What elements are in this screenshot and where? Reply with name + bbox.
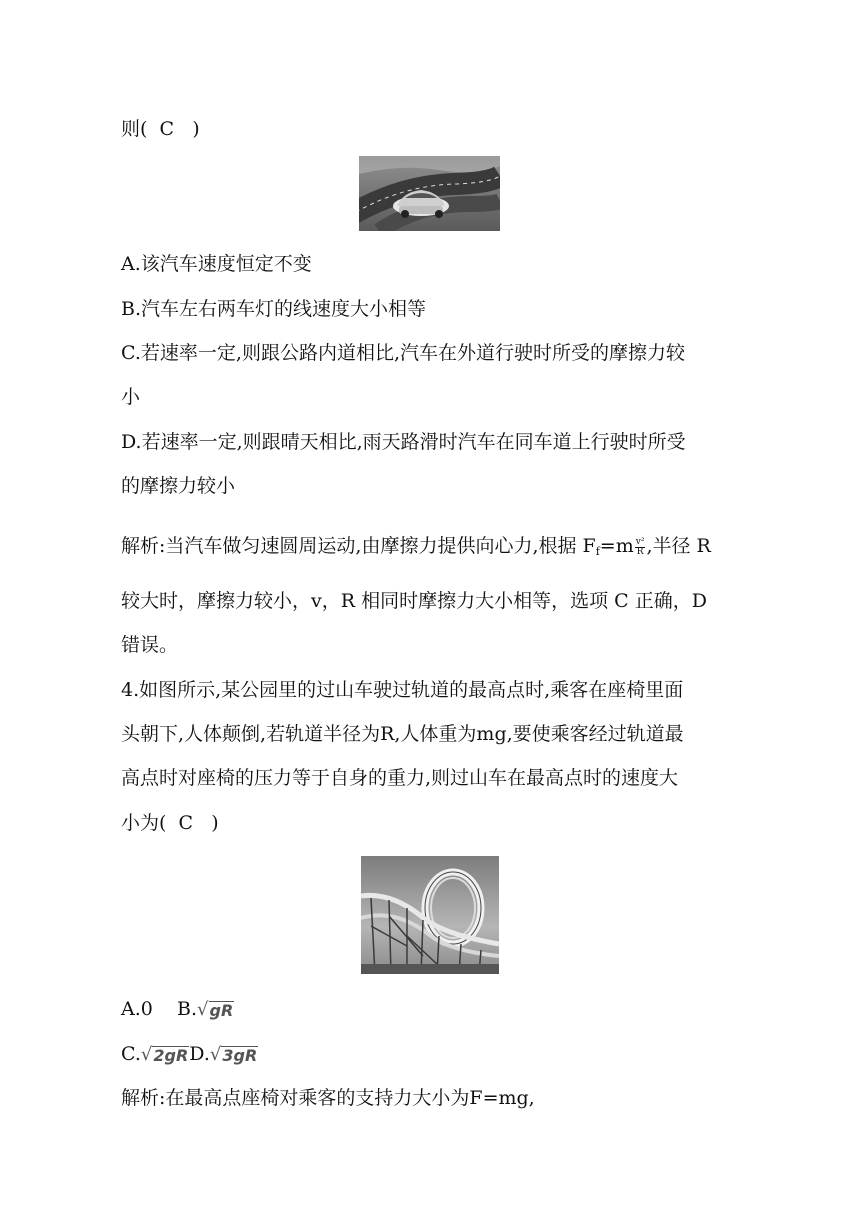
q3-option-b: B.汽车左右两车灯的线速度大小相等 bbox=[121, 298, 427, 320]
q3-option-c-line2: 小 bbox=[121, 386, 141, 408]
roller-coaster-loop-image bbox=[361, 856, 499, 974]
q4-option-c-d: C. √ 2gR D. √ 3gR bbox=[121, 1043, 258, 1065]
car-on-curved-road-image bbox=[359, 156, 500, 231]
q3-analysis-line2: 较大时，摩擦力较小，v，R 相同时摩擦力大小相等，选项 C 正确，D bbox=[121, 590, 707, 612]
q3-answer: C bbox=[159, 118, 175, 140]
q4-stem-line3: 高点时对座椅的压力等于自身的重力,则过山车在最高点时的速度大 bbox=[121, 767, 679, 789]
q4-option-b-sqrt: √ gR bbox=[197, 999, 234, 1020]
q4-stem-line1: 4.如图所示,某公园里的过山车驶过轨道的最高点时,乘客在座椅里面 bbox=[121, 679, 684, 701]
q4-option-a-b: A.0 B. √ gR bbox=[121, 998, 234, 1020]
q3-option-a: A.该汽车速度恒定不变 bbox=[121, 253, 312, 275]
q4-stem-line4: 小为( C ) bbox=[121, 812, 219, 834]
q3-option-d-line2: 的摩擦力较小 bbox=[121, 475, 236, 497]
q3-analysis-line1: 解析:当汽车做匀速圆周运动,由摩擦力提供向心力,根据 $F_f=m$ $\frac{\text{v²}}{R}$ ,半径 R bbox=[121, 535, 711, 558]
q4-option-d-sqrt: √ 3gR bbox=[209, 1044, 258, 1065]
q3-option-d-line1: D.若速率一定,则跟晴天相比,雨天路滑时汽车在同车道上行驶时所受 bbox=[121, 431, 686, 453]
q4-answer: C bbox=[178, 812, 194, 834]
q4-analysis-line1: 解析:在最高点座椅对乘客的支持力大小为F=mg, bbox=[121, 1087, 535, 1109]
q3-stem-end: 则( C ) bbox=[121, 118, 200, 140]
q3-analysis-line3: 错误。 bbox=[121, 634, 179, 656]
v-squared-over-r-fraction: $\frac{\text{v²}}{R}$ bbox=[635, 536, 645, 557]
q4-option-a: A.0 bbox=[121, 998, 153, 1020]
q4-option-c-sqrt: √ 2gR bbox=[140, 1044, 189, 1065]
q4-stem-line2: 头朝下,人体颠倒,若轨道半径为R,人体重为mg,要使乘客经过轨道最 bbox=[121, 723, 684, 745]
q3-option-c-line1: C.若速率一定,则跟公路内道相比,汽车在外道行驶时所受的摩擦力较 bbox=[121, 342, 685, 364]
